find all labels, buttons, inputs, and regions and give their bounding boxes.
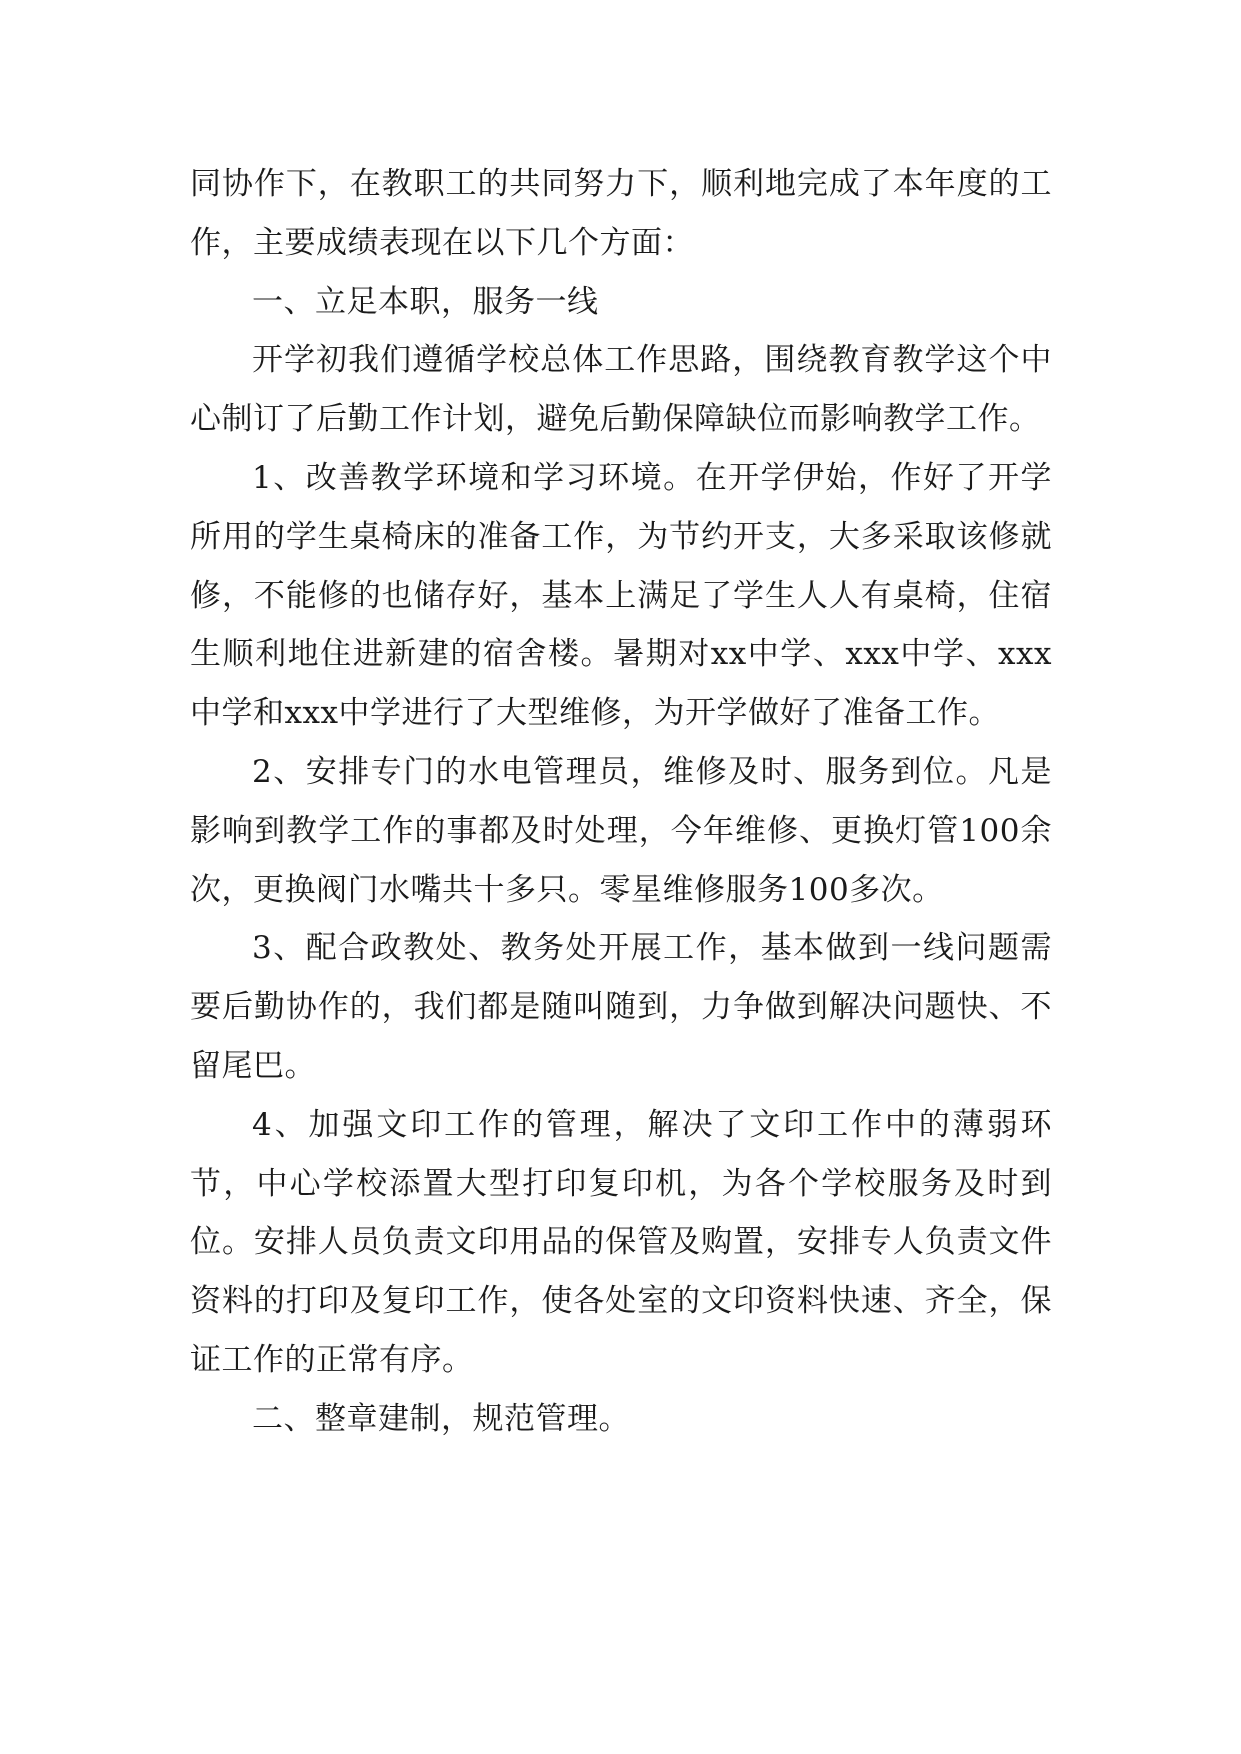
- document-page: [190, 155, 1052, 1449]
- paragraph-continuation: 同协作下，在教职工的共同努力下，顺利地完成了本年度的工作，主要成绩表现在以下几个方面：: [190, 166, 1052, 261]
- section-heading-1: 一、立足本职，服务一线: [252, 283, 599, 320]
- paragraph-intro: 开学初我们遵循学校总体工作思路，围绕教育教学这个中心制订了后勤工作计划，避免后勤保障缺位而影响教学工作。: [190, 342, 1052, 438]
- paragraph-item-2: 2、安排专门的水电管理员，维修及时、服务到位。凡是影响到教学工作的事都及时处理，今年维修、更换灯管100余次，更换阀门水嘴共十多只。零星维修服务100多次。: [190, 753, 1052, 908]
- paragraph-item-1: 1、改善教学环境和学习环境。在开学伊始，作好了开学所用的学生桌椅床的准备工作，为节约开支，大多采取该修就修，不能修的也储存好，基本上满足了学生人人有桌椅，住宿生顺利地住进新建的宿舍楼。暑期对xx中学、xxx中学、xxx中学和xxx中学进行了大型维修，为开学做好了准备工作。: [190, 459, 1052, 732]
- paragraph-item-4: 4、加强文印工作的管理，解决了文印工作中的薄弱环节，中心学校添置大型打印复印机，为各个学校服务及时到位。安排人员负责文印用品的保管及购置，安排专人负责文件资料的打印及复印工作，使各处室的文印资料快速、齐全，保证工作的正常有序。: [190, 1106, 1052, 1378]
- section-heading-2: 二、整章建制，规范管理。: [252, 1400, 630, 1437]
- paragraph-item-3: 3、配合政教处、教务处开展工作，基本做到一线问题需要后勤协作的，我们都是随叫随到，力争做到解决问题快、不留尾巴。: [190, 930, 1052, 1084]
